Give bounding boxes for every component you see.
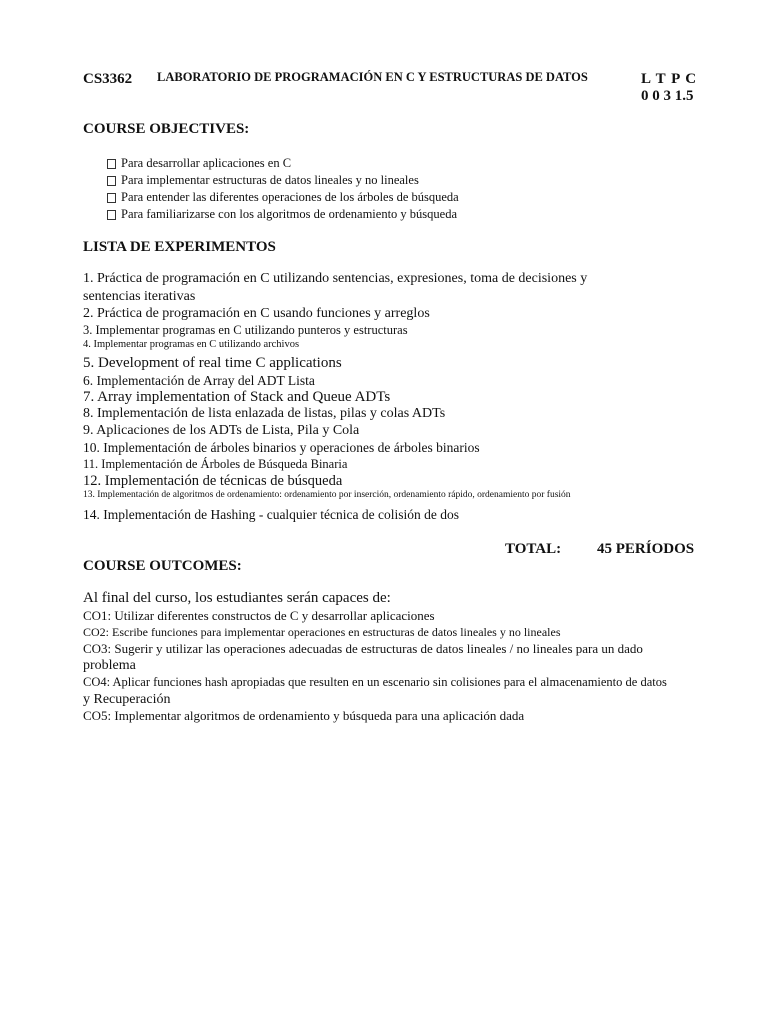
objective-text: Para implementar estructuras de datos lineales y no lineales [121, 173, 419, 187]
experiment-item: 14. Implementación de Hashing - cualquier técnica de colisión de dos [83, 507, 460, 522]
course-title: LABORATORIO DE PROGRAMACIÓN EN C Y ESTRUCTURAS DE DATOS [157, 70, 588, 84]
experiment-item: 2. Práctica de programación en C usando funciones y arreglos [83, 306, 430, 321]
outcome-item: CO1: Utilizar diferentes constructos de C y desarrollar aplicaciones [83, 608, 435, 623]
outcome-item: CO2: Escribe funciones para implementar operaciones en estructuras de datos lineales y no lineales [83, 625, 561, 639]
course-code: CS3362 [83, 71, 133, 87]
experiment-item: 1. Práctica de programación en C utilizando sentencias, expresiones, toma de decisiones y [83, 271, 588, 286]
objective-text: Para desarrollar aplicaciones en C [121, 156, 292, 170]
outcome-item: CO4: Aplicar funciones hash apropiadas que resulten en un escenario sin colisiones para el almacenamiento de datos [83, 675, 667, 689]
objective-text: Para entender las diferentes operaciones de los árboles de búsqueda [121, 190, 459, 204]
total-value: 45 PERÍODOS [597, 541, 695, 557]
outcome-item: y Recuperación [83, 692, 171, 707]
experiment-item: 9. Aplicaciones de los ADTs de Lista, Pila y Cola [83, 423, 360, 438]
outcome-item: CO5: Implementar algoritmos de ordenamiento y búsqueda para una aplicación dada [83, 708, 525, 723]
ltpc-header: L T P C [641, 71, 698, 87]
objectives-heading: COURSE OBJECTIVES: [83, 121, 250, 137]
objectives-list [107, 155, 459, 223]
objective-text: Para familiarizarse con los algoritmos de ordenamiento y búsqueda [121, 207, 458, 221]
experiment-item: 8. Implementación de lista enlazada de listas, pilas y colas ADTs [83, 406, 446, 421]
experiment-item: sentencias iterativas [83, 289, 196, 304]
experiment-item: 4. Implementar programas en C utilizando archivos [83, 339, 300, 350]
experiment-item: 3. Implementar programas en C utilizando punteros y estructuras [83, 323, 408, 337]
experiment-item: 6. Implementación de Array del ADT Lista [83, 373, 315, 388]
objective-item [107, 155, 459, 172]
objective-item [107, 172, 459, 189]
experiment-item: 12. Implementación de técnicas de búsqueda [83, 473, 343, 489]
experiment-item: 10. Implementación de árboles binarios y operaciones de árboles binarios [83, 440, 480, 455]
experiment-item: 5. Development of real time C applications [83, 355, 342, 371]
experiments-heading: LISTA DE EXPERIMENTOS [83, 239, 276, 255]
objective-item [107, 189, 459, 206]
outcome-item: CO3: Sugerir y utilizar las operaciones adecuadas de estructuras de datos lineales / no lineales para un dado [83, 641, 643, 656]
checkbox-icon [107, 210, 116, 220]
outcomes-heading: COURSE OUTCOMES: [83, 558, 242, 574]
experiment-item: 7. Array implementation of Stack and Queue ADTs [83, 389, 391, 405]
checkbox-icon [107, 193, 116, 203]
experiment-item: 13. Implementación de algoritmos de ordenamiento: ordenamiento por inserción, ordenamiento rápido, ordenamiento por fusión [83, 490, 571, 500]
experiment-item: 11. Implementación de Árboles de Búsqueda Binaria [83, 457, 348, 471]
checkbox-icon [107, 159, 116, 169]
ltpc-values: 0 0 3 1.5 [641, 88, 694, 104]
total-label: TOTAL: [505, 541, 562, 557]
checkbox-icon [107, 176, 116, 186]
outcome-item: problema [83, 658, 136, 673]
objective-item [107, 206, 459, 223]
outcome-intro: Al final del curso, los estudiantes serán capaces de: [83, 590, 391, 606]
